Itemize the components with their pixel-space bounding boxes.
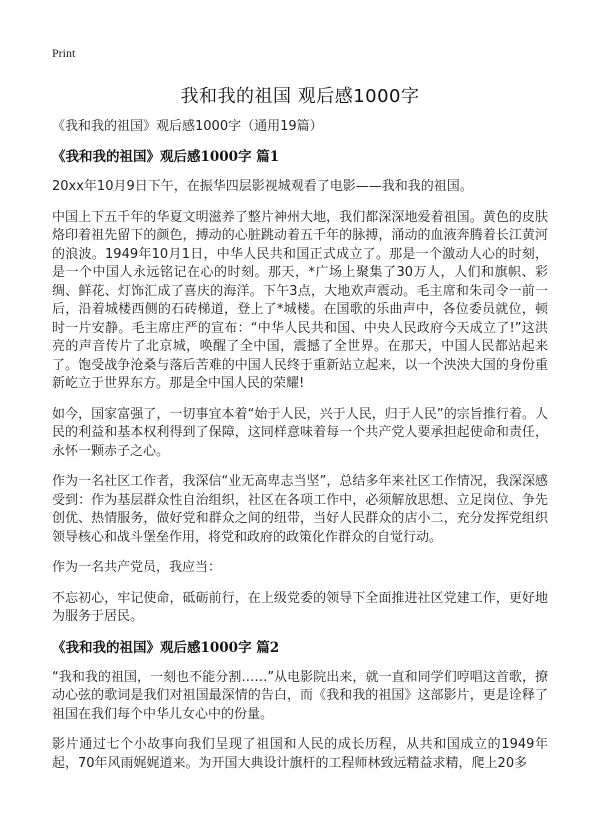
paragraph: 不忘初心，牢记使命，砥砺前行，在上级党委的领导下全面推进社区党建工作，更好地为服务于居民。 — [52, 590, 548, 624]
paragraph: 20xx年10月9日下午，在振华四层影视城观看了电影——我和我的祖国。 — [52, 179, 473, 194]
paragraph: 影片通过七个小故事向我们呈现了祖国和人民的成长历程，从共和国成立的1949年起，70年风雨娓娓道来。为开国大典设计旗杆的工程师林致远精益求精，爬上20多 — [52, 737, 548, 771]
paragraph: 中国上下五千年的华夏文明滋养了整片神州大地，我们都深深地爱着祖国。黄色的皮肤烙印着祖先留下的颜色，搏动的心脏跳动着五千年的脉搏，涌动的血液奔腾着长江黄河的浪波。1949年10月1日，中华人民共和国正式成立了。那是一个激动人心的时刻，是一个中国人永远铭记在心的时刻。那天，*广场上聚集了30万人，人们和旗帜、彩绸、鲜花、灯饰汇成了喜庆的海洋。下午3点，大地欢声震动。毛主席和朱司令一前一后，沿着城楼西侧的石砖梯道，登上了*城楼。在国歌的乐曲声中，各位委员就位，顿时一片安静。毛主席庄严的宣布：“中华人民共和国、中央人民政府今天成立了!”这洪亮的声音传片了北京城，唤醒了全中国，震撼了全世界。在那天，中国人民都站起来了。饱受战争沧桑与落后苦难的中国人民终于重新站立起来，以一个泱泱大国的身份重新屹立于世界东方。那是全中国人民的荣耀! — [52, 209, 548, 391]
section-heading: 《我和我的祖国》观后感1000字 篇1 — [52, 149, 280, 165]
document-content — [52, 118, 548, 785]
paragraph: 如今，国家富强了，一切事宜本着“始于人民，兴于人民，归于人民”的宗旨推行着。人民的利益和基本权利得到了保障，这同样意味着每一个共产党人要承担起使命和责任，永怀一颗赤子之心。 — [52, 406, 548, 459]
paragraph: 作为一名社区工作者，我深信“业无高卑志当坚”，总结多年来社区工作情况，我深深感受到：作为基层群众性自治组织，社区在各项工作中，必须解放思想、立足岗位、争先创优、热情服务，做好党和群众之间的纽带，当好人民群众的店小二，充分发挥党组织领导核心和战斗堡垒作用，将党和政府的政策化作群众的自觉行动。 — [52, 474, 548, 545]
paragraph: 作为一名共产党员，我应当： — [52, 560, 222, 575]
section-heading: 《我和我的祖国》观后感1000字 篇2 — [52, 639, 280, 656]
page-title: 我和我的祖国 观后感1000字 — [180, 86, 420, 107]
paragraph: “我和我的祖国，一刻也不能分割……”从电影院出来，就一直和同学们哼唱这首歌，撩动心弦的歌词是我们对祖国最深情的告白，而《我和我的祖国》这部影片，更是诠释了祖国在我们每个中华儿女心中的份量。 — [52, 669, 548, 722]
print-link[interactable]: Print — [52, 46, 76, 60]
document-subtitle: 《我和我的祖国》观后感1000字（通用19篇） — [52, 119, 323, 134]
